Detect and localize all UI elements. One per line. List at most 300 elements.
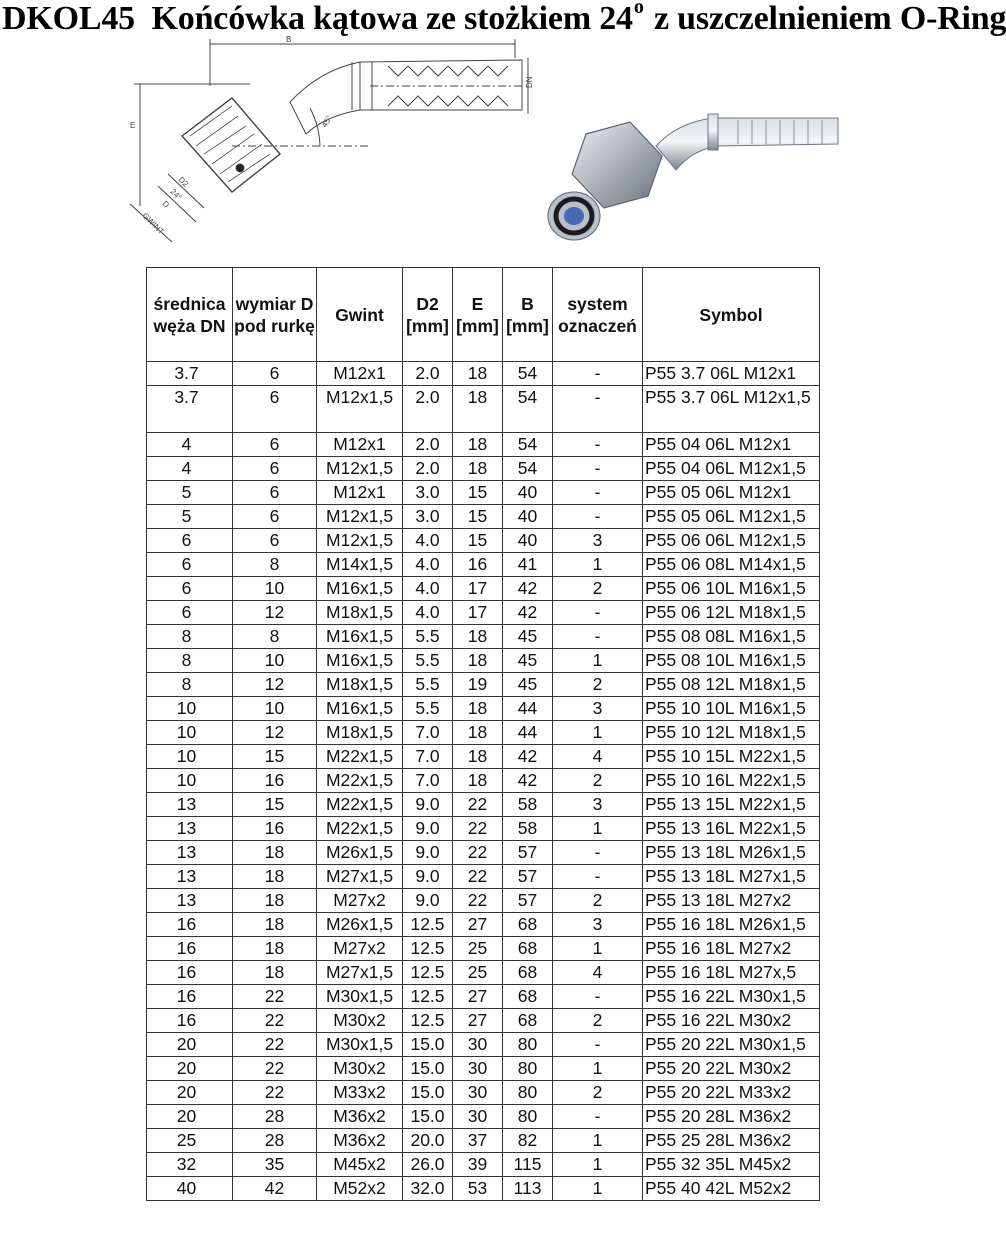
table-row bbox=[147, 1057, 820, 1081]
header-e: E [mm] bbox=[453, 268, 503, 362]
cell-symbol: P55 10 12L M18x1,5 bbox=[643, 721, 820, 745]
cell-b: 80 bbox=[503, 1105, 553, 1129]
cell-e: 18 bbox=[453, 625, 503, 649]
header-system: system oznaczeń bbox=[553, 268, 643, 362]
cell-symbol: P55 06 10L M16x1,5 bbox=[643, 577, 820, 601]
table-row bbox=[147, 841, 820, 865]
cell-b: 68 bbox=[503, 985, 553, 1009]
cell-gwint: M27x2 bbox=[317, 889, 403, 913]
cell-d: 22 bbox=[233, 1009, 317, 1033]
cell-d: 18 bbox=[233, 865, 317, 889]
cell-d: 6 bbox=[233, 457, 317, 481]
cell-gwint: M16x1,5 bbox=[317, 577, 403, 601]
cell-dn: 3.7 bbox=[147, 386, 233, 433]
cell-system: 2 bbox=[553, 1009, 643, 1033]
cell-gwint: M30x2 bbox=[317, 1057, 403, 1081]
cell-gwint: M22x1,5 bbox=[317, 793, 403, 817]
cell-symbol: P55 06 12L M18x1,5 bbox=[643, 601, 820, 625]
cell-system: 3 bbox=[553, 913, 643, 937]
table-row bbox=[147, 913, 820, 937]
cell-dn: 25 bbox=[147, 1129, 233, 1153]
cell-e: 27 bbox=[453, 985, 503, 1009]
cell-b: 41 bbox=[503, 553, 553, 577]
cell-d2: 9.0 bbox=[403, 793, 453, 817]
header-gwint: Gwint bbox=[317, 268, 403, 362]
cell-d2: 9.0 bbox=[403, 889, 453, 913]
cell-b: 80 bbox=[503, 1057, 553, 1081]
cell-symbol: P55 13 18L M27x1,5 bbox=[643, 865, 820, 889]
cell-b: 80 bbox=[503, 1033, 553, 1057]
header-symbol: Symbol bbox=[643, 268, 820, 362]
table-row bbox=[147, 817, 820, 841]
cell-d: 6 bbox=[233, 386, 317, 433]
cell-d: 16 bbox=[233, 769, 317, 793]
cell-gwint: M36x2 bbox=[317, 1105, 403, 1129]
cell-dn: 6 bbox=[147, 553, 233, 577]
cell-symbol: P55 08 10L M16x1,5 bbox=[643, 649, 820, 673]
cell-d2: 9.0 bbox=[403, 865, 453, 889]
cell-e: 18 bbox=[453, 649, 503, 673]
cell-e: 25 bbox=[453, 937, 503, 961]
cell-gwint: M26x1,5 bbox=[317, 841, 403, 865]
cell-gwint: M12x1,5 bbox=[317, 529, 403, 553]
cell-d2: 15.0 bbox=[403, 1081, 453, 1105]
cell-system: - bbox=[553, 625, 643, 649]
cell-gwint: M12x1,5 bbox=[317, 386, 403, 433]
cell-dn: 4 bbox=[147, 457, 233, 481]
table-row bbox=[147, 937, 820, 961]
cell-dn: 16 bbox=[147, 937, 233, 961]
cell-gwint: M18x1,5 bbox=[317, 601, 403, 625]
cell-e: 25 bbox=[453, 961, 503, 985]
table-row bbox=[147, 553, 820, 577]
technical-drawing bbox=[120, 36, 550, 248]
cell-d: 6 bbox=[233, 481, 317, 505]
cell-b: 58 bbox=[503, 793, 553, 817]
table-header-row bbox=[147, 268, 820, 362]
cell-symbol: P55 05 06L M12x1 bbox=[643, 481, 820, 505]
cell-b: 54 bbox=[503, 362, 553, 386]
cell-gwint: M30x1,5 bbox=[317, 1033, 403, 1057]
cell-b: 42 bbox=[503, 577, 553, 601]
cell-system: 2 bbox=[553, 577, 643, 601]
table-row bbox=[147, 1033, 820, 1057]
cell-d: 6 bbox=[233, 505, 317, 529]
cell-symbol: P55 04 06L M12x1 bbox=[643, 433, 820, 457]
header-dn: średnica węża DN bbox=[147, 268, 233, 362]
cell-b: 57 bbox=[503, 841, 553, 865]
cell-e: 18 bbox=[453, 386, 503, 433]
cell-symbol: P55 08 12L M18x1,5 bbox=[643, 673, 820, 697]
cell-d2: 2.0 bbox=[403, 362, 453, 386]
cell-e: 17 bbox=[453, 577, 503, 601]
header-d2: D2 [mm] bbox=[403, 268, 453, 362]
cell-e: 22 bbox=[453, 841, 503, 865]
cell-symbol: P55 40 42L M52x2 bbox=[643, 1177, 820, 1201]
cell-d: 8 bbox=[233, 625, 317, 649]
label-gwint: GWINT bbox=[140, 211, 166, 237]
cell-b: 44 bbox=[503, 721, 553, 745]
cell-e: 15 bbox=[453, 529, 503, 553]
cell-b: 68 bbox=[503, 937, 553, 961]
cell-b: 54 bbox=[503, 433, 553, 457]
cell-dn: 32 bbox=[147, 1153, 233, 1177]
cell-d2: 12.5 bbox=[403, 913, 453, 937]
cell-d2: 12.5 bbox=[403, 937, 453, 961]
cell-d: 18 bbox=[233, 961, 317, 985]
cell-d2: 5.5 bbox=[403, 625, 453, 649]
cell-gwint: M30x2 bbox=[317, 1009, 403, 1033]
table-row bbox=[147, 961, 820, 985]
cell-symbol: P55 16 18L M27x,5 bbox=[643, 961, 820, 985]
cell-gwint: M52x2 bbox=[317, 1177, 403, 1201]
label-d: D bbox=[160, 199, 172, 210]
cell-e: 18 bbox=[453, 745, 503, 769]
cell-dn: 10 bbox=[147, 721, 233, 745]
table-row bbox=[147, 505, 820, 529]
cell-d: 28 bbox=[233, 1105, 317, 1129]
cell-dn: 16 bbox=[147, 985, 233, 1009]
cell-d: 18 bbox=[233, 841, 317, 865]
table-row bbox=[147, 386, 820, 433]
table-row bbox=[147, 481, 820, 505]
table-row bbox=[147, 625, 820, 649]
cell-d: 6 bbox=[233, 433, 317, 457]
cell-dn: 13 bbox=[147, 817, 233, 841]
cell-d2: 15.0 bbox=[403, 1033, 453, 1057]
header-b: B [mm] bbox=[503, 268, 553, 362]
table-row bbox=[147, 865, 820, 889]
cell-symbol: P55 10 15L M22x1,5 bbox=[643, 745, 820, 769]
cell-b: 42 bbox=[503, 745, 553, 769]
cell-gwint: M16x1,5 bbox=[317, 697, 403, 721]
cell-d2: 9.0 bbox=[403, 841, 453, 865]
cell-system: 1 bbox=[553, 937, 643, 961]
cell-system: 4 bbox=[553, 745, 643, 769]
cell-e: 18 bbox=[453, 769, 503, 793]
cell-d: 6 bbox=[233, 529, 317, 553]
cell-b: 45 bbox=[503, 649, 553, 673]
cell-d2: 26.0 bbox=[403, 1153, 453, 1177]
cell-e: 30 bbox=[453, 1057, 503, 1081]
cell-e: 15 bbox=[453, 481, 503, 505]
cell-gwint: M22x1,5 bbox=[317, 745, 403, 769]
cell-dn: 3.7 bbox=[147, 362, 233, 386]
cell-d2: 4.0 bbox=[403, 529, 453, 553]
cell-dn: 13 bbox=[147, 841, 233, 865]
table-row bbox=[147, 1009, 820, 1033]
cell-system: 1 bbox=[553, 1057, 643, 1081]
header-d: wymiar D pod rurkę bbox=[233, 268, 317, 362]
cell-d2: 15.0 bbox=[403, 1057, 453, 1081]
cell-system: 1 bbox=[553, 1177, 643, 1201]
cell-e: 27 bbox=[453, 1009, 503, 1033]
cell-gwint: M27x1,5 bbox=[317, 961, 403, 985]
cell-symbol: P55 3.7 06L M12x1,5 bbox=[643, 386, 820, 433]
cell-b: 54 bbox=[503, 457, 553, 481]
cell-symbol: P55 13 18L M26x1,5 bbox=[643, 841, 820, 865]
cell-d2: 15.0 bbox=[403, 1105, 453, 1129]
table-row bbox=[147, 1177, 820, 1201]
cell-gwint: M16x1,5 bbox=[317, 625, 403, 649]
cell-system: 1 bbox=[553, 1153, 643, 1177]
cell-d: 15 bbox=[233, 793, 317, 817]
cell-d: 16 bbox=[233, 817, 317, 841]
cell-system: 1 bbox=[553, 649, 643, 673]
cell-symbol: P55 13 15L M22x1,5 bbox=[643, 793, 820, 817]
label-dn: DN bbox=[525, 76, 534, 88]
cell-d2: 7.0 bbox=[403, 769, 453, 793]
table-row bbox=[147, 985, 820, 1009]
cell-system: 1 bbox=[553, 817, 643, 841]
cell-symbol: P55 13 16L M22x1,5 bbox=[643, 817, 820, 841]
cell-d2: 3.0 bbox=[403, 481, 453, 505]
table-row bbox=[147, 721, 820, 745]
cell-b: 80 bbox=[503, 1081, 553, 1105]
table-row bbox=[147, 697, 820, 721]
cell-symbol: P55 16 22L M30x1,5 bbox=[643, 985, 820, 1009]
table-row bbox=[147, 457, 820, 481]
cell-d2: 2.0 bbox=[403, 457, 453, 481]
cell-gwint: M12x1 bbox=[317, 362, 403, 386]
cell-d: 6 bbox=[233, 362, 317, 386]
cell-dn: 20 bbox=[147, 1105, 233, 1129]
cell-b: 42 bbox=[503, 601, 553, 625]
cell-d: 22 bbox=[233, 1057, 317, 1081]
cell-d: 22 bbox=[233, 1033, 317, 1057]
cell-b: 40 bbox=[503, 481, 553, 505]
cell-dn: 6 bbox=[147, 529, 233, 553]
cell-dn: 4 bbox=[147, 433, 233, 457]
cell-symbol: P55 08 08L M16x1,5 bbox=[643, 625, 820, 649]
cell-dn: 10 bbox=[147, 769, 233, 793]
cell-e: 22 bbox=[453, 793, 503, 817]
cell-dn: 8 bbox=[147, 649, 233, 673]
cell-e: 37 bbox=[453, 1129, 503, 1153]
cell-dn: 5 bbox=[147, 505, 233, 529]
cell-b: 57 bbox=[503, 889, 553, 913]
cell-symbol: P55 05 06L M12x1,5 bbox=[643, 505, 820, 529]
cell-gwint: M16x1,5 bbox=[317, 649, 403, 673]
cell-d2: 7.0 bbox=[403, 745, 453, 769]
cell-b: 40 bbox=[503, 505, 553, 529]
table-row bbox=[147, 889, 820, 913]
cell-d2: 5.5 bbox=[403, 697, 453, 721]
cell-system: - bbox=[553, 865, 643, 889]
cell-d2: 4.0 bbox=[403, 553, 453, 577]
cell-system: - bbox=[553, 985, 643, 1009]
cell-d: 12 bbox=[233, 721, 317, 745]
cell-gwint: M27x2 bbox=[317, 937, 403, 961]
cell-b: 57 bbox=[503, 865, 553, 889]
cell-d: 35 bbox=[233, 1153, 317, 1177]
cell-b: 45 bbox=[503, 625, 553, 649]
cell-e: 22 bbox=[453, 817, 503, 841]
cell-d2: 7.0 bbox=[403, 721, 453, 745]
cell-symbol: P55 13 18L M27x2 bbox=[643, 889, 820, 913]
cell-e: 16 bbox=[453, 553, 503, 577]
label-b: B bbox=[286, 35, 292, 44]
cell-gwint: M12x1 bbox=[317, 481, 403, 505]
cell-gwint: M22x1,5 bbox=[317, 817, 403, 841]
cell-gwint: M14x1,5 bbox=[317, 553, 403, 577]
cell-e: 22 bbox=[453, 865, 503, 889]
table-row bbox=[147, 1153, 820, 1177]
cell-system: 3 bbox=[553, 793, 643, 817]
table-row bbox=[147, 1129, 820, 1153]
cell-e: 22 bbox=[453, 889, 503, 913]
cell-system: 2 bbox=[553, 673, 643, 697]
cell-d: 22 bbox=[233, 1081, 317, 1105]
table-row bbox=[147, 529, 820, 553]
table-row bbox=[147, 769, 820, 793]
cell-e: 53 bbox=[453, 1177, 503, 1201]
table-row bbox=[147, 577, 820, 601]
table-row bbox=[147, 793, 820, 817]
cell-dn: 6 bbox=[147, 601, 233, 625]
cell-gwint: M12x1,5 bbox=[317, 505, 403, 529]
cell-e: 17 bbox=[453, 601, 503, 625]
cell-d: 15 bbox=[233, 745, 317, 769]
cell-d: 42 bbox=[233, 1177, 317, 1201]
o-ring bbox=[236, 164, 244, 172]
table-row bbox=[147, 745, 820, 769]
cell-dn: 6 bbox=[147, 577, 233, 601]
title-suffix: z uszczelnieniem O-Ring bbox=[653, 0, 1006, 37]
nut-section bbox=[182, 98, 280, 192]
cell-gwint: M22x1,5 bbox=[317, 769, 403, 793]
cell-e: 18 bbox=[453, 457, 503, 481]
cell-d: 18 bbox=[233, 937, 317, 961]
cell-d2: 2.0 bbox=[403, 433, 453, 457]
specifications-table bbox=[146, 267, 820, 1201]
cell-gwint: M12x1 bbox=[317, 433, 403, 457]
cell-d2: 5.5 bbox=[403, 673, 453, 697]
tube-shape bbox=[656, 118, 838, 170]
degree-mark: o bbox=[633, 0, 644, 18]
label-d2: D2 bbox=[176, 175, 191, 189]
cell-dn: 13 bbox=[147, 793, 233, 817]
cell-system: - bbox=[553, 362, 643, 386]
table-row bbox=[147, 1081, 820, 1105]
cell-d2: 5.5 bbox=[403, 649, 453, 673]
cell-d: 10 bbox=[233, 577, 317, 601]
cell-d: 22 bbox=[233, 985, 317, 1009]
cell-d: 12 bbox=[233, 601, 317, 625]
cell-gwint: M36x2 bbox=[317, 1129, 403, 1153]
cell-system: - bbox=[553, 481, 643, 505]
cell-system: 3 bbox=[553, 529, 643, 553]
cell-d2: 20.0 bbox=[403, 1129, 453, 1153]
cell-gwint: M27x1,5 bbox=[317, 865, 403, 889]
cell-system: 3 bbox=[553, 697, 643, 721]
collar bbox=[708, 114, 718, 150]
cell-gwint: M12x1,5 bbox=[317, 457, 403, 481]
cell-e: 30 bbox=[453, 1081, 503, 1105]
cell-d: 12 bbox=[233, 673, 317, 697]
cell-system: - bbox=[553, 1105, 643, 1129]
cell-e: 30 bbox=[453, 1105, 503, 1129]
cell-system: 1 bbox=[553, 553, 643, 577]
cell-symbol: P55 20 22L M33x2 bbox=[643, 1081, 820, 1105]
cell-symbol: P55 10 10L M16x1,5 bbox=[643, 697, 820, 721]
cell-d2: 4.0 bbox=[403, 601, 453, 625]
cell-symbol: P55 20 28L M36x2 bbox=[643, 1105, 820, 1129]
title-text: Końcówka kątowa ze stożkiem 24 bbox=[151, 0, 633, 37]
cell-b: 40 bbox=[503, 529, 553, 553]
cell-gwint: M18x1,5 bbox=[317, 721, 403, 745]
cell-system: - bbox=[553, 601, 643, 625]
cell-b: 45 bbox=[503, 673, 553, 697]
cell-e: 30 bbox=[453, 1033, 503, 1057]
cell-dn: 10 bbox=[147, 697, 233, 721]
cell-dn: 20 bbox=[147, 1081, 233, 1105]
cell-d2: 12.5 bbox=[403, 985, 453, 1009]
cell-dn: 13 bbox=[147, 889, 233, 913]
cell-dn: 13 bbox=[147, 865, 233, 889]
cell-symbol: P55 16 18L M26x1,5 bbox=[643, 913, 820, 937]
cell-symbol: P55 32 35L M45x2 bbox=[643, 1153, 820, 1177]
cell-system: - bbox=[553, 457, 643, 481]
cell-dn: 5 bbox=[147, 481, 233, 505]
cell-symbol: P55 20 22L M30x1,5 bbox=[643, 1033, 820, 1057]
label-angle: 45° bbox=[319, 114, 334, 129]
cell-dn: 16 bbox=[147, 961, 233, 985]
table-row bbox=[147, 433, 820, 457]
cell-e: 18 bbox=[453, 433, 503, 457]
cell-dn: 20 bbox=[147, 1057, 233, 1081]
cell-d: 10 bbox=[233, 697, 317, 721]
cell-symbol: P55 25 28L M36x2 bbox=[643, 1129, 820, 1153]
cell-gwint: M33x2 bbox=[317, 1081, 403, 1105]
cell-system: - bbox=[553, 1033, 643, 1057]
label-e: E bbox=[130, 121, 136, 130]
cell-b: 58 bbox=[503, 817, 553, 841]
cell-e: 18 bbox=[453, 697, 503, 721]
cell-system: 2 bbox=[553, 1081, 643, 1105]
cell-system: 1 bbox=[553, 721, 643, 745]
cell-b: 68 bbox=[503, 913, 553, 937]
cell-e: 39 bbox=[453, 1153, 503, 1177]
cell-symbol: P55 3.7 06L M12x1 bbox=[643, 362, 820, 386]
cell-system: 2 bbox=[553, 769, 643, 793]
cell-system: - bbox=[553, 841, 643, 865]
cell-b: 68 bbox=[503, 961, 553, 985]
table-row bbox=[147, 673, 820, 697]
cell-e: 19 bbox=[453, 673, 503, 697]
cell-symbol: P55 06 06L M12x1,5 bbox=[643, 529, 820, 553]
cell-d: 18 bbox=[233, 889, 317, 913]
cell-symbol: P55 20 22L M30x2 bbox=[643, 1057, 820, 1081]
cell-dn: 10 bbox=[147, 745, 233, 769]
table-row bbox=[147, 1105, 820, 1129]
cell-d2: 12.5 bbox=[403, 1009, 453, 1033]
cell-d2: 2.0 bbox=[403, 386, 453, 433]
cell-d2: 12.5 bbox=[403, 961, 453, 985]
cell-symbol: P55 16 18L M27x2 bbox=[643, 937, 820, 961]
cell-symbol: P55 04 06L M12x1,5 bbox=[643, 457, 820, 481]
cell-e: 18 bbox=[453, 721, 503, 745]
cell-d2: 32.0 bbox=[403, 1177, 453, 1201]
table-row bbox=[147, 601, 820, 625]
cell-dn: 8 bbox=[147, 625, 233, 649]
table-row bbox=[147, 362, 820, 386]
cell-b: 113 bbox=[503, 1177, 553, 1201]
cell-system: - bbox=[553, 505, 643, 529]
cell-d: 28 bbox=[233, 1129, 317, 1153]
cell-system: - bbox=[553, 433, 643, 457]
page-title bbox=[2, 0, 1006, 38]
